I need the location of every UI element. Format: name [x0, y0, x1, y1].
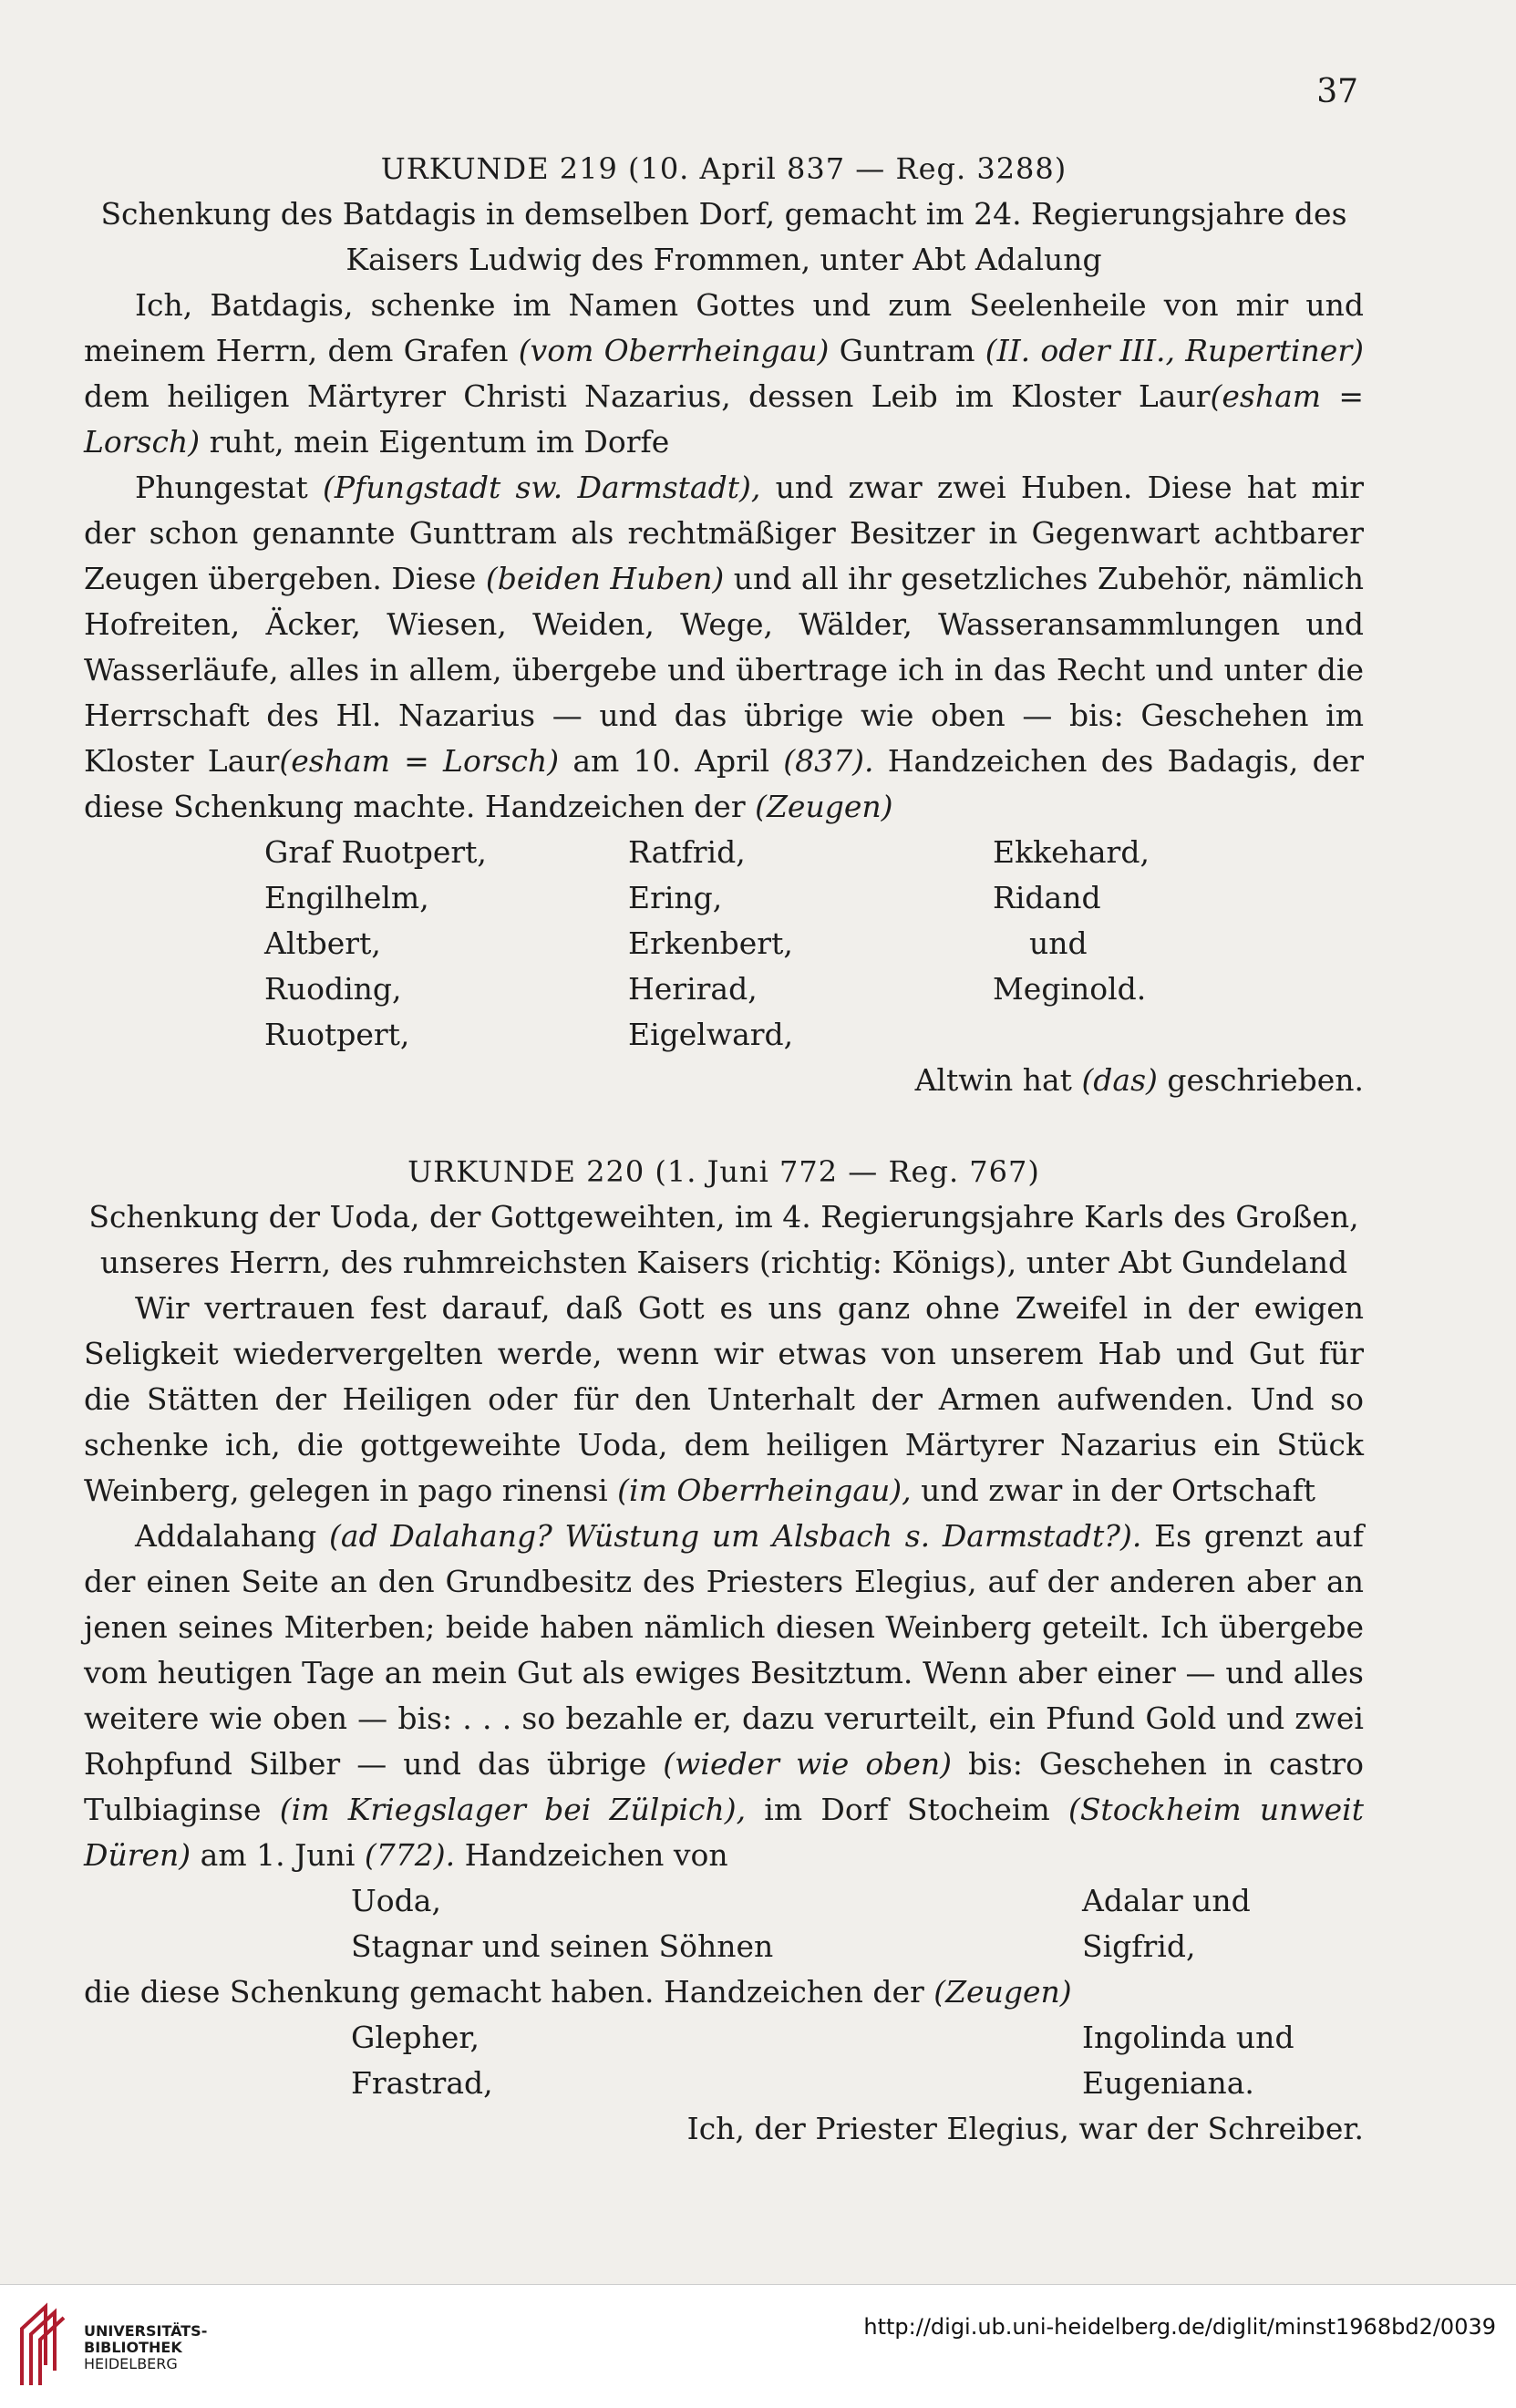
doc1-subtitle — [84, 191, 1364, 283]
doc2-witness-list — [84, 2015, 1364, 2106]
witness-row: Engilhelm, Ering, Ridand — [264, 880, 1101, 915]
page-number: 37 — [1316, 73, 1358, 110]
doc2-paragraph-2: Addalahang (ad Dalahang? Wüstung um Alsbach s. Darmstadt?). Es grenzt auf der einen Seite an den Grundbesitz des Priesters Elegius, auf der anderen aber an jenen seines Miterben; beide haben nämlich diesen Weinberg geteilt. Ich übergebe vom heutigen Tage an mein Gut als ewiges Besitztum. Wenn aber einer — und alles weitere wie oben — bis: . . . so bezahle er, dazu verurteilt, ein Pfund Gold und zwei Rohpfund Silber — und das übrige (wieder wie oben) bis: Geschehen in castro Tulbiaginse (im Kriegslager bei Zülpich), im Dorf Stocheim (Stockheim unweit Düren) am 1. Juni (772). Handzeichen von — [84, 1518, 1365, 1873]
doc2-subtitle-line1: Schenkung der Uoda, der Gottgeweihten, im 4. Regierungsjahre Karls des Großen, — [88, 1199, 1359, 1235]
signer-row: Stagnar und seinen Söhnen Sigfrid, — [351, 1928, 1196, 1964]
witness-row: Ruotpert, Eigelward, — [264, 1017, 794, 1052]
doc1-subtitle-line2: Kaisers Ludwig des Frommen, unter Abt Adalung — [345, 242, 1102, 277]
witness-row: Glepher, Ingolinda und — [351, 2020, 1294, 2055]
doc1-subtitle-line1: Schenkung des Batdagis in demselben Dorf, gemacht im 24. Regierungsjahre des — [100, 196, 1347, 232]
doc2-scribe-line: Ich, der Priester Elegius, war der Schreiber. — [686, 2111, 1364, 2146]
doc2-title: URKUNDE 220 (1. Juni 772 — Reg. 767) — [407, 1154, 1040, 1189]
witness-row: Altbert, Erkenbert, und — [264, 925, 1088, 961]
doc1-paragraph-1: Ich, Batdagis, schenke im Namen Gottes und zum Seelenheile von mir und meinem Herrn, dem Grafen (vom Oberrheingau) Guntram (II. oder III., Rupertiner) dem heiligen Märtyrer Christi Nazarius, dessen Leib im Kloster Laur(esham = Lorsch) ruht, mein Eigentum im Dorfe — [84, 287, 1364, 460]
signer-row: Uoda, Adalar und — [351, 1883, 1251, 1918]
library-name: UNIVERSITÄTS- BIBLIOTHEK HEIDELBERG — [84, 2322, 208, 2372]
witness-row: Graf Ruotpert, Ratfrid, Ekkehard, — [264, 834, 1150, 870]
library-logo-icon — [16, 2301, 73, 2389]
source-url-link[interactable]: http://digi.ub.uni-heidelberg.de/diglit/minst1968bd2/0039 — [863, 2314, 1496, 2340]
doc1-title: URKUNDE 219 (10. April 837 — Reg. 3288) — [380, 151, 1067, 186]
page-body — [84, 146, 1364, 2152]
doc1-paragraph-2: Phungestat (Pfungstadt sw. Darmstadt), und zwar zwei Huben. Diese hat mir der schon genannte Gunttram als rechtmäßiger Besitzer in Gegenwart achtbarer Zeugen übergeben. Diese (beiden Huben) und all ihr gesetzliches Zubehör, nämlich Hofreiten, Äcker, Wiesen, Weiden, Wege, Wälder, Wasseransammlungen und Wasserläufe, alles in allem, übergebe und übertrage ich in das Recht und unter die Herrschaft des Hl. Nazarius — und das übrige wie oben — bis: Geschehen im Kloster Laur(esham = Lorsch) am 10. April (837). Handzeichen des Badagis, der diese Schenkung machte. Handzeichen der (Zeugen) — [84, 470, 1365, 824]
witness-row: Frastrad, Eugeniana. — [351, 2065, 1254, 2101]
doc2-paragraph-1: Wir vertrauen fest darauf, daß Gott es uns ganz ohne Zweifel in der ewigen Seligkeit wiedervergelten werde, wenn wir etwas von unserem Hab und Gut für die Stätten der Heiligen oder für den Unterhalt der Armen aufwenden. Und so schenke ich, die gottgeweihte Uoda, dem heiligen Märtyrer Nazarius ein Stück Weinberg, gelegen in pago rinensi (im Oberrheingau), und zwar in der Ortschaft — [84, 1290, 1364, 1508]
doc2-subtitle — [84, 1194, 1364, 1286]
witness-row: Ruoding, Herirad, Meginold. — [264, 971, 1147, 1007]
doc1-witness-list — [84, 830, 1364, 1058]
doc2-subtitle-line2: unseres Herrn, des ruhmreichsten Kaisers (richtig: Königs), unter Abt Gundeland — [99, 1245, 1348, 1280]
library-footer — [0, 2284, 1516, 2408]
doc2-signer-list — [84, 1878, 1364, 1969]
doc1-scribe-line: Altwin hat (das) geschrieben. — [914, 1062, 1364, 1098]
doc2-witness-intro: die diese Schenkung gemacht haben. Handzeichen der (Zeugen) — [84, 1974, 1072, 2010]
